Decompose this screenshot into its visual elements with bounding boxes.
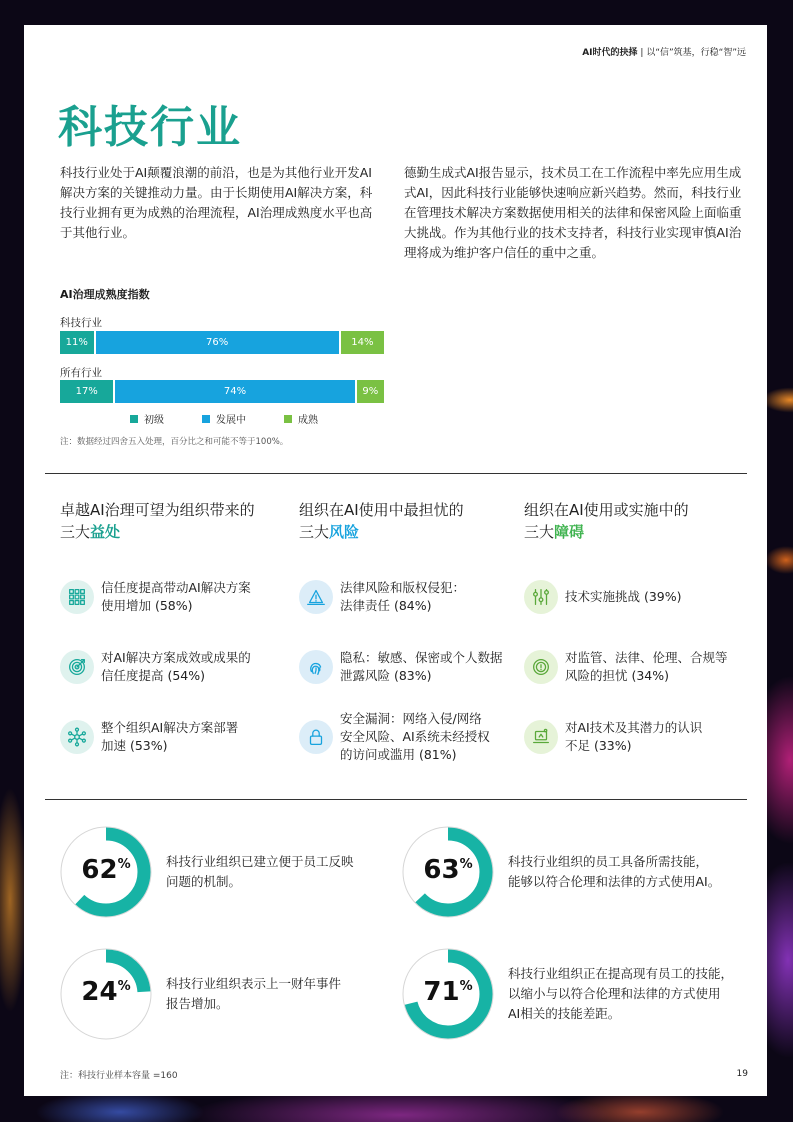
header-separator: | [640,48,644,58]
heading-prefix: 三大 [299,523,330,541]
grid-icon [60,580,94,614]
bar-segment: 74% [115,380,354,403]
legend-label: 初级 [144,415,164,426]
fingerprint-icon [299,650,333,684]
stat-line: 科技行业组织的员工具备所需技能， [508,854,709,869]
legend-label: 发展中 [216,415,246,426]
sliders-icon [524,580,558,614]
chart-note: 注：数据经过四舍五入处理，百分比之和可能不等于100%。 [60,437,289,447]
item-line: 对AI解决方案成效或成果的 [101,650,251,665]
footer-note: 注：科技行业样本容量 =160 [60,1071,178,1081]
heading-accent: 障碍 [554,523,585,541]
column-item-text [340,710,520,764]
chart-title: AI治理成熟度指数 [60,288,150,301]
chart-legend [130,411,318,426]
stat-line: 能够以符合伦理和法律的方式使用AI。 [508,874,721,889]
legend-swatch [202,415,210,423]
column-item-text [565,649,735,685]
column-heading-line2 [60,521,275,543]
column-heading [299,499,514,543]
stat-line: 报告增加。 [166,996,229,1011]
column-item-text [101,649,271,685]
item-line: 泄露风险 (83%) [340,668,432,683]
heading-prefix: 三大 [524,523,555,541]
column-heading [524,499,739,543]
legend-swatch [284,415,292,423]
stat-line: 科技行业组织已建立便于员工反映 [166,854,354,869]
legend-item [202,411,246,426]
stat-percent: % [117,857,131,872]
item-line: 加速 (53%) [101,738,168,753]
header-left: AI时代的抉择 [582,48,638,58]
heading-accent: 风险 [329,523,360,541]
column-item-text [340,579,520,615]
bar-segment: 76% [96,331,339,354]
laptop-icon [524,720,558,754]
stat-description [166,974,396,1014]
page-number: 19 [736,1069,748,1079]
column-item-text [565,588,735,606]
alert-icon [524,650,558,684]
stat-value [66,855,146,885]
item-line: 安全漏洞：网络入侵/网络 [340,711,482,726]
stat-description [166,852,396,892]
bar-segment: 14% [341,331,384,354]
stat-line: 问题的机制。 [166,874,242,889]
bar-segment: 9% [357,380,384,403]
item-line: 信任度提高 (54%) [101,668,206,683]
heading-prefix: 三大 [60,523,91,541]
column-item-text [101,719,271,755]
column-heading-line2 [524,521,739,543]
lock-icon [299,720,333,754]
header-right: 以“信”筑基，行稳“智”远 [646,48,746,58]
item-line: 整个组织AI解决方案部署 [101,720,239,735]
bar-segment: 17% [60,380,113,403]
column-heading-line1: 组织在AI使用中最担忧的 [299,501,464,519]
column-item-text [340,649,520,685]
legend-label: 成熟 [298,415,318,426]
item-line: 对监管、法律、伦理、合规等 [565,650,728,665]
stat-line: 科技行业组织正在提高现有员工的技能， [508,966,734,981]
stat-number: 24 [81,977,118,1007]
legend-item [130,411,164,426]
item-line: 法律责任 (84%) [340,598,432,613]
item-line: 使用增加 (58%) [101,598,193,613]
stat-percent: % [459,857,473,872]
heading-accent: 益处 [90,523,121,541]
chart-row-label: 所有行业 [60,367,102,379]
network-icon [60,720,94,754]
column-heading-line2 [299,521,514,543]
stat-line: 科技行业组织表示上一财年事件 [166,976,342,991]
stat-percent: % [117,979,131,994]
legend-swatch [130,415,138,423]
legend-item [284,411,318,426]
stat-line: 以缩小与以符合伦理和法律的方式使用 [508,986,721,1001]
column-item-text [101,579,271,615]
column-item-text [565,719,735,755]
stat-description [508,852,738,892]
item-line: 法律风险和版权侵犯： [340,580,466,595]
divider-top [45,473,747,474]
intro-left: 科技行业处于AI颠覆浪潮的前沿，也是为其他行业开发AI解决方案的关键推动力量。由于长期使用AI解决方案，科技行业拥有更为成熟的治理流程，AI治理成熟度水平也高于其他行业。 [60,165,373,240]
stat-description [508,964,738,1024]
page-title: 科技行业 [58,102,242,153]
bar-segment: 11% [60,331,94,354]
stat-number: 62 [81,855,118,885]
item-line: 风险的担忧 (34%) [565,668,670,683]
stat-value [408,977,488,1007]
report-page [24,25,767,1096]
running-header [582,45,746,58]
gavel-icon [299,580,333,614]
item-line: 的访问或滥用 (81%) [340,747,457,762]
stat-number: 63 [423,855,460,885]
target-icon [60,650,94,684]
item-line: 安全风险、AI系统未经授权 [340,729,490,744]
column-heading-line1: 卓越AI治理可望为组织带来的 [60,501,255,519]
item-line: 隐私：敏感、保密或个人数据 [340,650,503,665]
stat-line: AI相关的技能差距。 [508,1006,621,1021]
item-line: 技术实施挑战 (39%) [565,589,682,604]
column-heading-line1: 组织在AI使用或实施中的 [524,501,689,519]
chart-row-label: 科技行业 [60,317,102,329]
stat-number: 71 [423,977,460,1007]
stat-percent: % [459,979,473,994]
column-heading [60,499,275,543]
intro-right: 德勤生成式AI报告显示，技术员工在工作流程中率先应用生成式AI，因此科技行业能够快速响应新兴趋势。然而，科技行业在管理技术解决方案数据使用相关的法律和保密风险上面临重大挑战。作为其他行业的技术支持者，科技行业实现审慎AI治理将成为维护客户信任的重中之重。 [404,165,742,260]
divider-bottom [45,799,747,800]
item-line: 信任度提高带动AI解决方案 [101,580,251,595]
item-line: 对AI技术及其潜力的认识 [565,720,703,735]
stat-value [408,855,488,885]
item-line: 不足 (33%) [565,738,632,753]
stat-value [66,977,146,1007]
